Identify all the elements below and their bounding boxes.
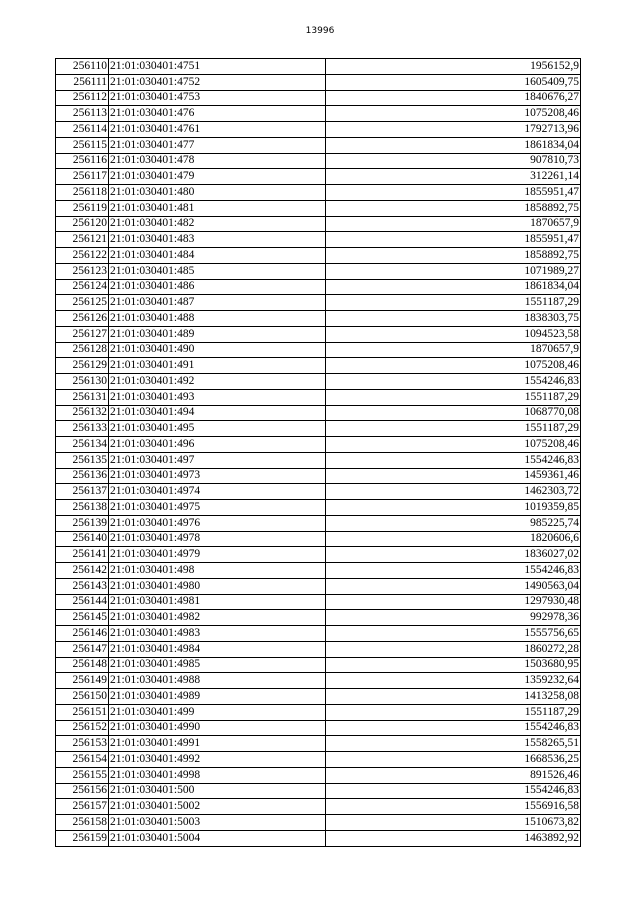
row-id-cell: 256135 — [56, 452, 109, 468]
cadastral-value-cell: 1075208,46 — [326, 358, 581, 374]
cadastral-value-cell: 1956152,9 — [326, 59, 581, 75]
cadastral-number-cell: 21:01:030401:492 — [109, 374, 326, 390]
row-id-cell: 256139 — [56, 515, 109, 531]
cadastral-number-cell: 21:01:030401:494 — [109, 405, 326, 421]
row-id-cell: 256149 — [56, 673, 109, 689]
cadastral-number-cell: 21:01:030401:4983 — [109, 626, 326, 642]
cadastral-number-cell: 21:01:030401:491 — [109, 358, 326, 374]
cadastral-value-cell: 1490563,04 — [326, 578, 581, 594]
cadastral-value-cell: 1297930,48 — [326, 594, 581, 610]
cadastral-value-cell: 992978,36 — [326, 610, 581, 626]
cadastral-number-cell: 21:01:030401:486 — [109, 279, 326, 295]
table-row — [56, 137, 581, 153]
cadastral-number-cell: 21:01:030401:478 — [109, 153, 326, 169]
row-id-cell: 256134 — [56, 437, 109, 453]
cadastral-value-cell: 1510673,82 — [326, 815, 581, 831]
table-row — [56, 326, 581, 342]
table-row — [56, 468, 581, 484]
cadastral-value-cell: 1554246,83 — [326, 563, 581, 579]
table-row — [56, 421, 581, 437]
row-id-cell: 256114 — [56, 122, 109, 138]
cadastral-number-cell: 21:01:030401:495 — [109, 421, 326, 437]
cadastral-number-cell: 21:01:030401:490 — [109, 342, 326, 358]
cadastral-number-cell: 21:01:030401:481 — [109, 200, 326, 216]
cadastral-value-cell: 1413258,08 — [326, 689, 581, 705]
cadastral-value-cell: 1858892,75 — [326, 248, 581, 264]
row-id-cell: 256131 — [56, 389, 109, 405]
cadastral-number-cell: 21:01:030401:4753 — [109, 90, 326, 106]
table-row — [56, 704, 581, 720]
cadastral-value-cell: 1861834,04 — [326, 137, 581, 153]
cadastral-number-cell: 21:01:030401:485 — [109, 263, 326, 279]
row-id-cell: 256122 — [56, 248, 109, 264]
table-row — [56, 295, 581, 311]
row-id-cell: 256151 — [56, 704, 109, 720]
cadastral-value-cell: 1870657,9 — [326, 216, 581, 232]
row-id-cell: 256120 — [56, 216, 109, 232]
table-row — [56, 106, 581, 122]
table-row — [56, 232, 581, 248]
cadastral-value-cell: 1071989,27 — [326, 263, 581, 279]
table-row — [56, 452, 581, 468]
table-row — [56, 626, 581, 642]
cadastral-number-cell: 21:01:030401:4990 — [109, 720, 326, 736]
cadastral-number-cell: 21:01:030401:4988 — [109, 673, 326, 689]
cadastral-number-cell: 21:01:030401:484 — [109, 248, 326, 264]
cadastral-value-cell: 1860272,28 — [326, 641, 581, 657]
cadastral-value-cell: 985225,74 — [326, 515, 581, 531]
table-row — [56, 673, 581, 689]
row-id-cell: 256117 — [56, 169, 109, 185]
cadastral-number-cell: 21:01:030401:4989 — [109, 689, 326, 705]
cadastral-value-cell: 1462303,72 — [326, 484, 581, 500]
table-row — [56, 736, 581, 752]
cadastral-number-cell: 21:01:030401:4752 — [109, 74, 326, 90]
cadastral-value-cell: 1555756,65 — [326, 626, 581, 642]
cadastral-value-cell: 312261,14 — [326, 169, 581, 185]
table-row — [56, 59, 581, 75]
cadastral-value-cell: 1605409,75 — [326, 74, 581, 90]
table-row — [56, 216, 581, 232]
cadastral-number-cell: 21:01:030401:489 — [109, 326, 326, 342]
cadastral-number-cell: 21:01:030401:4979 — [109, 547, 326, 563]
cadastral-number-cell: 21:01:030401:482 — [109, 216, 326, 232]
row-id-cell: 256140 — [56, 531, 109, 547]
row-id-cell: 256111 — [56, 74, 109, 90]
cadastral-value-cell: 1858892,75 — [326, 200, 581, 216]
cadastral-number-cell: 21:01:030401:4992 — [109, 752, 326, 768]
cadastral-number-cell: 21:01:030401:496 — [109, 437, 326, 453]
row-id-cell: 256124 — [56, 279, 109, 295]
cadastral-number-cell: 21:01:030401:5004 — [109, 830, 326, 846]
table-row — [56, 405, 581, 421]
table-body — [56, 59, 581, 847]
row-id-cell: 256125 — [56, 295, 109, 311]
row-id-cell: 256143 — [56, 578, 109, 594]
row-id-cell: 256123 — [56, 263, 109, 279]
table-row — [56, 799, 581, 815]
row-id-cell: 256110 — [56, 59, 109, 75]
cadastral-value-cell: 1554246,83 — [326, 452, 581, 468]
cadastral-number-cell: 21:01:030401:488 — [109, 311, 326, 327]
cadastral-number-cell: 21:01:030401:5003 — [109, 815, 326, 831]
cadastral-number-cell: 21:01:030401:483 — [109, 232, 326, 248]
row-id-cell: 256118 — [56, 185, 109, 201]
cadastral-value-cell: 1551187,29 — [326, 389, 581, 405]
row-id-cell: 256137 — [56, 484, 109, 500]
cadastral-value-cell: 1855951,47 — [326, 185, 581, 201]
row-id-cell: 256156 — [56, 783, 109, 799]
row-id-cell: 256130 — [56, 374, 109, 390]
cadastral-number-cell: 21:01:030401:479 — [109, 169, 326, 185]
cadastral-value-cell: 1094523,58 — [326, 326, 581, 342]
cadastral-number-cell: 21:01:030401:493 — [109, 389, 326, 405]
cadastral-value-cell: 1820606,6 — [326, 531, 581, 547]
row-id-cell: 256141 — [56, 547, 109, 563]
table-row — [56, 342, 581, 358]
cadastral-value-cell: 1855951,47 — [326, 232, 581, 248]
table-row — [56, 153, 581, 169]
cadastral-value-cell: 1075208,46 — [326, 437, 581, 453]
row-id-cell: 256155 — [56, 767, 109, 783]
row-id-cell: 256129 — [56, 358, 109, 374]
cadastral-value-cell: 1551187,29 — [326, 421, 581, 437]
cadastral-number-cell: 21:01:030401:4981 — [109, 594, 326, 610]
row-id-cell: 256138 — [56, 500, 109, 516]
cadastral-value-cell: 1463892,92 — [326, 830, 581, 846]
cadastral-value-cell: 907810,73 — [326, 153, 581, 169]
cadastral-number-cell: 21:01:030401:4761 — [109, 122, 326, 138]
table-row — [56, 248, 581, 264]
cadastral-value-cell: 1068770,08 — [326, 405, 581, 421]
cadastral-value-cell: 1668536,25 — [326, 752, 581, 768]
row-id-cell: 256145 — [56, 610, 109, 626]
cadastral-number-cell: 21:01:030401:477 — [109, 137, 326, 153]
table-row — [56, 547, 581, 563]
cadastral-value-table — [55, 58, 581, 847]
table-row — [56, 311, 581, 327]
cadastral-value-cell: 891526,46 — [326, 767, 581, 783]
row-id-cell: 256113 — [56, 106, 109, 122]
table-row — [56, 200, 581, 216]
cadastral-number-cell: 21:01:030401:497 — [109, 452, 326, 468]
row-id-cell: 256158 — [56, 815, 109, 831]
row-id-cell: 256133 — [56, 421, 109, 437]
cadastral-number-cell: 21:01:030401:5002 — [109, 799, 326, 815]
row-id-cell: 256127 — [56, 326, 109, 342]
table-row — [56, 279, 581, 295]
row-id-cell: 256112 — [56, 90, 109, 106]
row-id-cell: 256150 — [56, 689, 109, 705]
cadastral-number-cell: 21:01:030401:4982 — [109, 610, 326, 626]
row-id-cell: 256153 — [56, 736, 109, 752]
table-row — [56, 389, 581, 405]
table-row — [56, 169, 581, 185]
row-id-cell: 256132 — [56, 405, 109, 421]
cadastral-number-cell: 21:01:030401:4976 — [109, 515, 326, 531]
table-row — [56, 641, 581, 657]
table-row — [56, 767, 581, 783]
row-id-cell: 256116 — [56, 153, 109, 169]
row-id-cell: 256142 — [56, 563, 109, 579]
row-id-cell: 256136 — [56, 468, 109, 484]
row-id-cell: 256128 — [56, 342, 109, 358]
cadastral-value-cell: 1554246,83 — [326, 374, 581, 390]
cadastral-value-cell: 1551187,29 — [326, 295, 581, 311]
row-id-cell: 256148 — [56, 657, 109, 673]
cadastral-value-cell: 1019359,85 — [326, 500, 581, 516]
cadastral-value-cell: 1558265,51 — [326, 736, 581, 752]
cadastral-value-cell: 1554246,83 — [326, 783, 581, 799]
cadastral-number-cell: 21:01:030401:499 — [109, 704, 326, 720]
row-id-cell: 256144 — [56, 594, 109, 610]
table-row — [56, 657, 581, 673]
table-row — [56, 437, 581, 453]
row-id-cell: 256147 — [56, 641, 109, 657]
row-id-cell: 256115 — [56, 137, 109, 153]
table-row — [56, 563, 581, 579]
cadastral-value-cell: 1792713,96 — [326, 122, 581, 138]
cadastral-value-cell: 1838303,75 — [326, 311, 581, 327]
row-id-cell: 256157 — [56, 799, 109, 815]
table-row — [56, 783, 581, 799]
cadastral-number-cell: 21:01:030401:4980 — [109, 578, 326, 594]
cadastral-value-cell: 1075208,46 — [326, 106, 581, 122]
table-row — [56, 500, 581, 516]
cadastral-number-cell: 21:01:030401:500 — [109, 783, 326, 799]
cadastral-number-cell: 21:01:030401:4974 — [109, 484, 326, 500]
row-id-cell: 256121 — [56, 232, 109, 248]
cadastral-number-cell: 21:01:030401:4985 — [109, 657, 326, 673]
cadastral-value-cell: 1840676,27 — [326, 90, 581, 106]
cadastral-value-cell: 1861834,04 — [326, 279, 581, 295]
cadastral-number-cell: 21:01:030401:4978 — [109, 531, 326, 547]
table-row — [56, 263, 581, 279]
row-id-cell: 256159 — [56, 830, 109, 846]
cadastral-value-cell: 1556916,58 — [326, 799, 581, 815]
row-id-cell: 256126 — [56, 311, 109, 327]
row-id-cell: 256152 — [56, 720, 109, 736]
table-row — [56, 720, 581, 736]
table-row — [56, 90, 581, 106]
cadastral-number-cell: 21:01:030401:4975 — [109, 500, 326, 516]
table-row — [56, 830, 581, 846]
table-row — [56, 815, 581, 831]
cadastral-number-cell: 21:01:030401:4973 — [109, 468, 326, 484]
row-id-cell: 256146 — [56, 626, 109, 642]
table-row — [56, 484, 581, 500]
table-row — [56, 689, 581, 705]
cadastral-value-cell: 1870657,9 — [326, 342, 581, 358]
table-row — [56, 515, 581, 531]
table-row — [56, 752, 581, 768]
cadastral-value-cell: 1459361,46 — [326, 468, 581, 484]
row-id-cell: 256119 — [56, 200, 109, 216]
cadastral-value-cell: 1551187,29 — [326, 704, 581, 720]
cadastral-value-cell: 1836027,02 — [326, 547, 581, 563]
table-row — [56, 531, 581, 547]
cadastral-number-cell: 21:01:030401:4751 — [109, 59, 326, 75]
table-row — [56, 578, 581, 594]
row-id-cell: 256154 — [56, 752, 109, 768]
table-row — [56, 358, 581, 374]
table-row — [56, 122, 581, 138]
cadastral-number-cell: 21:01:030401:480 — [109, 185, 326, 201]
cadastral-number-cell: 21:01:030401:487 — [109, 295, 326, 311]
cadastral-value-cell: 1359232,64 — [326, 673, 581, 689]
page-number: 13996 — [305, 26, 335, 36]
table-row — [56, 594, 581, 610]
table-row — [56, 185, 581, 201]
cadastral-number-cell: 21:01:030401:4984 — [109, 641, 326, 657]
cadastral-number-cell: 21:01:030401:498 — [109, 563, 326, 579]
cadastral-value-cell: 1503680,95 — [326, 657, 581, 673]
cadastral-value-cell: 1554246,83 — [326, 720, 581, 736]
cadastral-number-cell: 21:01:030401:476 — [109, 106, 326, 122]
cadastral-number-cell: 21:01:030401:4991 — [109, 736, 326, 752]
table-row — [56, 74, 581, 90]
table-row — [56, 610, 581, 626]
cadastral-number-cell: 21:01:030401:4998 — [109, 767, 326, 783]
table-row — [56, 374, 581, 390]
